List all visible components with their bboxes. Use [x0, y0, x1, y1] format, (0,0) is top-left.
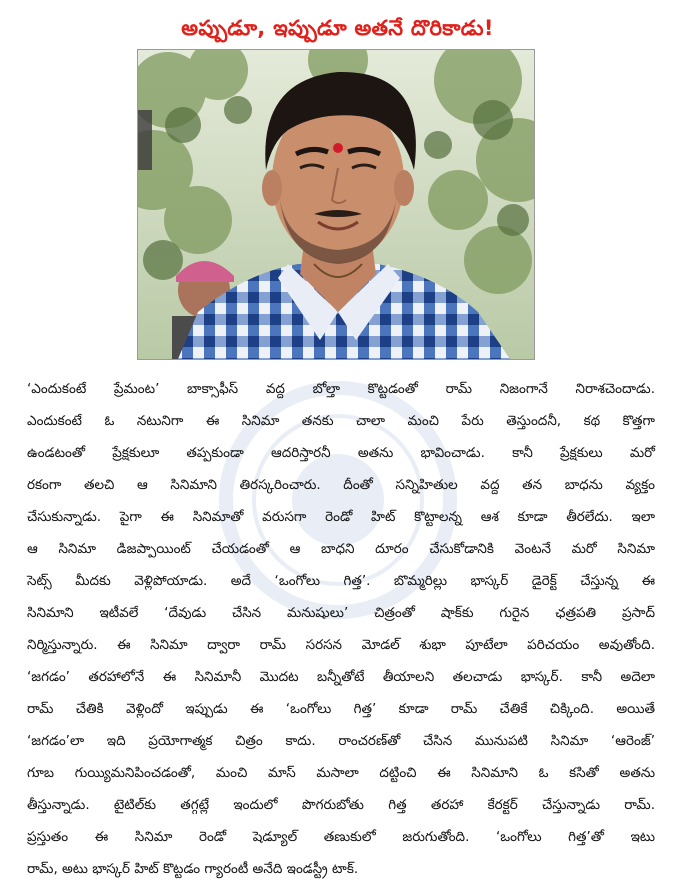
- article-line: సెట్స్ మీదకు వెళ్లిపోయాడు. అదే ‘ఒంగోలు గిత్త’. బొమ్మరిల్లు భాస్కర్ డైరెక్ట్ చేస్తున్న ఈ: [27, 573, 655, 589]
- article-line: ‘జగడం’లా ఇది ప్రయోగాత్మక చిత్రం కాదు. రాంచరణ్‌తో చేసిన మునుపటి సినిమా ‘ఆరెంజ్’: [27, 733, 655, 749]
- actor-portrait-image: [138, 50, 534, 359]
- article-line: ఆ సినిమా డిజప్పాయింట్ చేయడంతో ఆ బాధని దూరం చేసుకోడానికి వెంటనే మరో సినిమా: [27, 541, 655, 557]
- article-line: రామ్, అటు భాస్కర్ హిట్ కొట్టడం గ్యారంటీ అనేది ఇండస్ట్రీ టాక్.: [27, 861, 359, 877]
- article-line: గూబ గుయ్యిమనిపించడంతో, మంచి మాస్ మసాలా దట్టించి ఈ సినిమాని ఓ కసితో అతను: [27, 765, 655, 781]
- article-line: ఎందుకంటే ఓ నటునిగా ఈ సినిమా తనకు చాలా మంచి పేరు తెస్తుందనీ, కథ కొత్తగా: [27, 413, 655, 429]
- article-line: చేసుకున్నాడు. పైగా ఈ సినిమాతో వరుసగా రెండో హిట్ కొట్టాలన్న ఆశ కూడా తీరలేదు. ఇలా: [27, 509, 655, 525]
- article-line: ఉండటంతో ప్రేక్షకులూ తప్పకుండా ఆదరిస్తారనీ అతను భావించాడు. కానీ ప్రేక్షకులు మరో: [27, 445, 655, 461]
- article-line: రామ్ చేతికి వెళ్లిందో ఇప్పుడు ఈ ‘ఒంగోలు గిత్త’ కూడా రామ్ చేతికే చిక్కింది. అయితే: [27, 701, 655, 717]
- article-line: రకంగా తలచి ఆ సినిమాని తిరస్కరించారు. దీంతో సన్నిహితుల వద్ద తన బాధను వ్యక్తం: [27, 477, 655, 493]
- article-line: ‘ఎందుకంటే ప్రేమంట’ బాక్సాఫీస్ వద్ద బోల్తా కొట్టడంతో రామ్ నిజంగానే నిరాశచెందాడు.: [27, 381, 655, 397]
- article-body: [27, 373, 655, 885]
- article-line: నిర్మిస్తున్నారు. ఈ సినిమా ద్వారా రామ్ సరసన మోడల్ శుభా పూటేలా పరిచయం అవుతోంది.: [27, 637, 655, 653]
- article-photo: [137, 49, 535, 360]
- article-line: తీస్తున్నాడు. టైటిల్‌కు తగ్గట్లే ఇందులో పొగరుబోతు గిత్త తరహా కేరక్టర్ చేస్తున్నాడు రామ్.: [27, 797, 655, 813]
- article-line: ప్రస్తుతం ఈ సినిమా రెండో షెడ్యూల్ తణుకులో జరుగుతోంది. ‘ఒంగోలు గిత్త’తో ఇటు: [27, 829, 655, 845]
- article-line: సినిమాని ఇటీవలే ‘దేవుడు చేసిన మనుషులు’ చిత్రంతో షాక్‌కు గురైన ఛత్రపతి ప్రసాద్: [27, 605, 655, 621]
- article-line: ‘జగడం’ తరహాలోనే ఈ సినిమానీ మొదట బన్నీతోటే తీయాలని తలచాడు భాస్కర్. కానీ అదెలా: [27, 669, 655, 685]
- headline: అప్పుడూ, ఇప్పుడూ అతనే దొరికాడు!: [181, 16, 494, 40]
